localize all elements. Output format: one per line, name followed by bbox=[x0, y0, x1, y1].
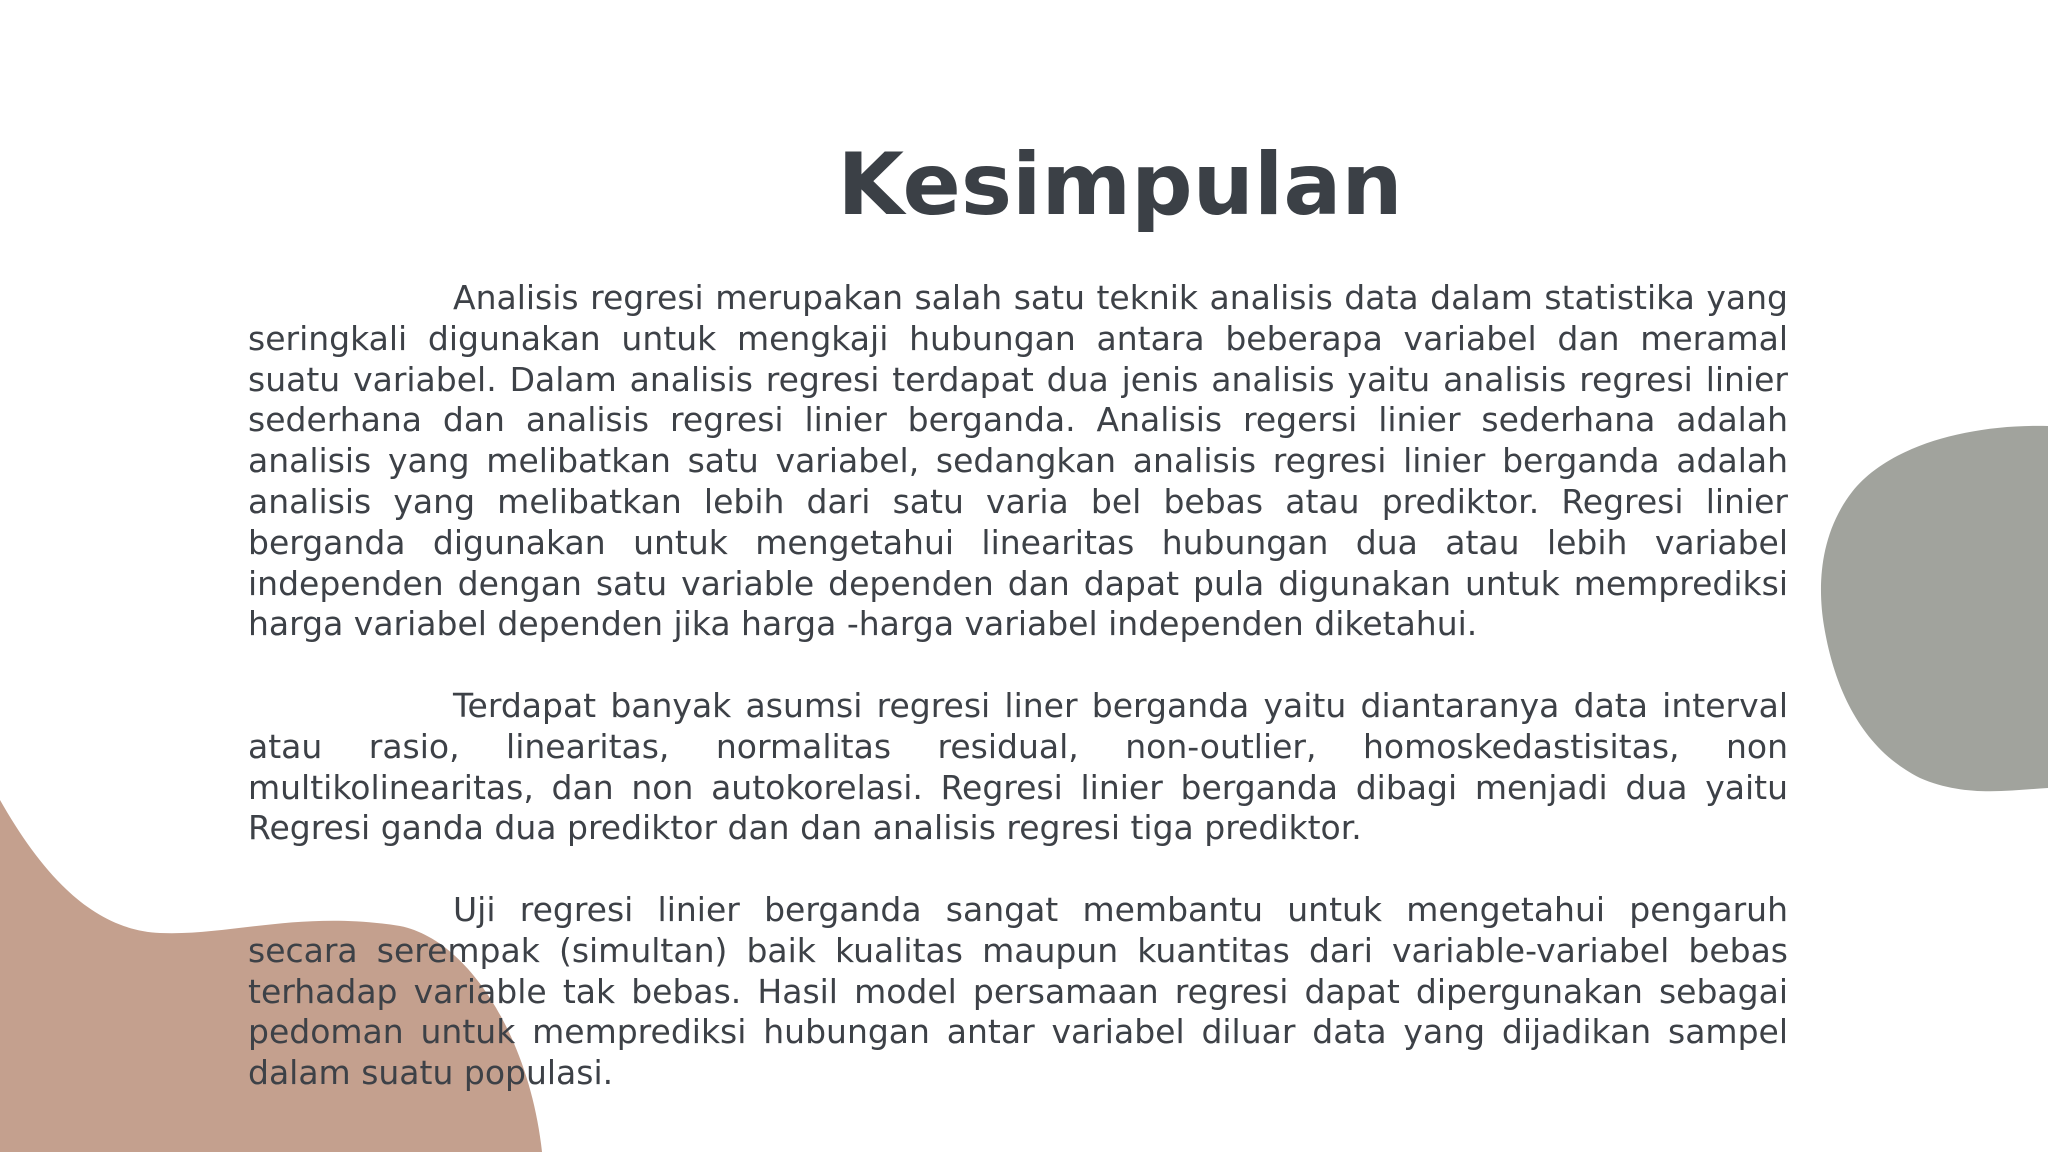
slide-title: Kesimpulan bbox=[837, 135, 1403, 235]
gray-blob-shape bbox=[1821, 426, 2048, 791]
paragraph-1: Analisis regresi merupakan salah satu teknik analisis data dalam statistika yang seringkali digunakan untuk mengkaji hubungan antara beberapa variabel dan meramal suatu variabel. Dalam analisis regresi terdapat dua jenis analisis yaitu analisis regresi linier sederhana dan analisis regresi linier berganda. Analisis regersi linier sederhana adalah analisis yang melibatkan satu variabel, sedangkan analisis regresi linier berganda adalah analisis yang melibatkan lebih dari satu varia bel bebas atau prediktor. Regresi linier berganda digunakan untuk mengetahui linearitas hubungan dua atau lebih variabel independen dengan satu variable dependen dan dapat pula digunakan untuk memprediksi harga variabel dependen jika harga -harga variabel independen diketahui. bbox=[248, 278, 1788, 644]
paragraph-2: Terdapat banyak asumsi regresi liner berganda yaitu diantaranya data interval atau rasio, linearitas, normalitas residual, non-outlier, homoskedastisitas, non multikolinearitas, dan non autokorelasi. Regresi linier berganda dibagi menjadi dua yaitu Regresi ganda dua prediktor dan dan analisis regresi tiga prediktor. bbox=[248, 685, 1788, 848]
slide-body bbox=[248, 278, 1788, 1135]
paragraph-3: Uji regresi linier berganda sangat membantu untuk mengetahui pengaruh secara serempak (simultan) baik kualitas maupun kuantitas dari variable-variabel bebas terhadap variable tak bebas. Hasil model persamaan regresi dapat dipergunakan sebagai pedoman untuk memprediksi hubungan antar variabel diluar data yang dijadikan sampel dalam suatu populasi. bbox=[248, 889, 1788, 1093]
